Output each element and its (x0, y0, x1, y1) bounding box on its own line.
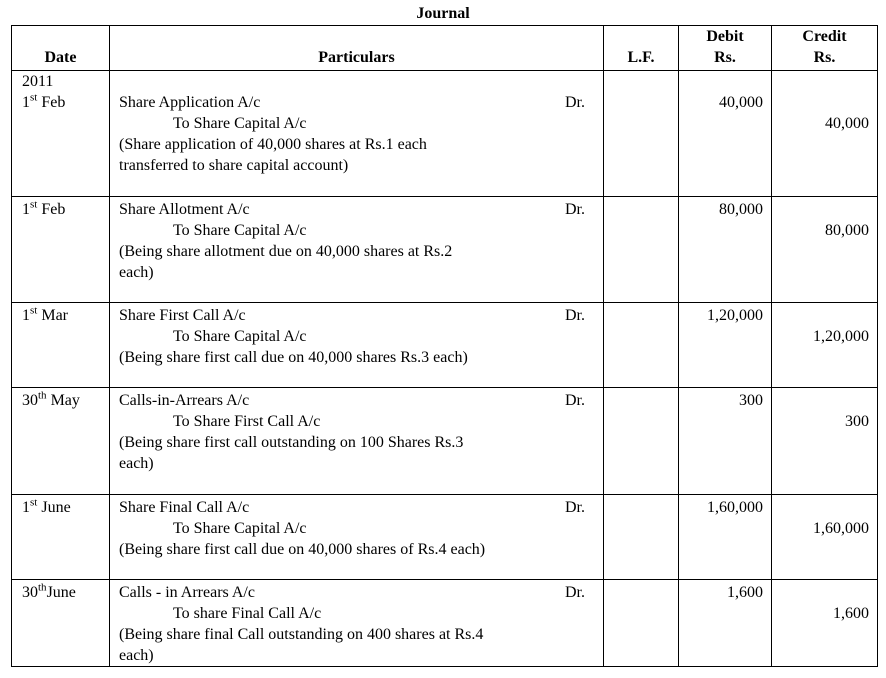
credit-amount: 1,60,000 (772, 495, 878, 580)
date-cell (12, 580, 110, 667)
particulars-header: Particulars (110, 26, 604, 71)
dr-label: Dr. (565, 307, 585, 324)
credit-account: To Share Capital A/c (173, 222, 307, 239)
debit-header (679, 26, 772, 71)
journal-entry-row (12, 580, 878, 667)
lf-cell (604, 71, 679, 197)
credit-amount: 1,600 (772, 580, 878, 667)
credit-account: To Share First Call A/c (173, 413, 321, 430)
narration-line-1: (Being share allotment due on 40,000 shares at Rs.2 (119, 243, 453, 260)
entry-date: 30th May (22, 389, 80, 409)
journal-entry-row (12, 71, 878, 197)
debit-amount: 40,000 (679, 71, 772, 197)
dr-label: Dr. (565, 94, 585, 111)
entry-date: 1st Feb (22, 198, 66, 218)
narration-line-1: (Being share first call due on 40,000 shares Rs.3 each) (119, 349, 468, 366)
dr-label: Dr. (565, 201, 585, 218)
narration-line-1: (Being share first call outstanding on 100 Shares Rs.3 (119, 434, 464, 451)
lf-cell (604, 197, 679, 303)
entry-date: 1st Mar (22, 304, 68, 324)
date-cell (12, 197, 110, 303)
debit-account: Share Allotment A/c (119, 201, 250, 218)
debit-amount: 80,000 (679, 197, 772, 303)
entry-date: 1st June (22, 496, 71, 516)
credit-header-label: Credit (802, 28, 847, 45)
date-cell (12, 495, 110, 580)
particulars-cell (110, 303, 604, 388)
narration-line-1: (Being share final Call outstanding on 400 shares at Rs.4 (119, 626, 484, 643)
debit-header-unit: Rs. (714, 49, 736, 66)
particulars-cell (110, 580, 604, 667)
journal-entry-row (12, 197, 878, 303)
entry-date: 1st Feb (22, 91, 66, 111)
journal-entry-row (12, 303, 878, 388)
debit-account: Share First Call A/c (119, 307, 246, 324)
particulars-cell (110, 71, 604, 197)
debit-amount: 300 (679, 388, 772, 495)
narration-line-1: (Being share first call due on 40,000 shares of Rs.4 each) (119, 541, 486, 558)
credit-account: To share Final Call A/c (173, 605, 322, 622)
debit-amount: 1,20,000 (679, 303, 772, 388)
narration-line-2: transferred to share capital account) (119, 157, 349, 174)
date-cell (12, 303, 110, 388)
lf-cell (604, 580, 679, 667)
credit-amount: 300 (772, 388, 878, 495)
particulars-cell (110, 495, 604, 580)
debit-account: Calls-in-Arrears A/c (119, 392, 250, 409)
lf-cell (604, 388, 679, 495)
credit-header (772, 26, 878, 71)
particulars-cell (110, 197, 604, 303)
credit-amount: 80,000 (772, 197, 878, 303)
lf-cell (604, 303, 679, 388)
credit-amount: 40,000 (772, 71, 878, 197)
journal-entry-row (12, 495, 878, 580)
dr-label: Dr. (565, 499, 585, 516)
credit-amount: 1,20,000 (772, 303, 878, 388)
debit-account: Share Application A/c (119, 94, 261, 111)
narration-line-2: each) (119, 455, 154, 472)
year-label: 2011 (22, 73, 54, 90)
debit-amount: 1,60,000 (679, 495, 772, 580)
narration-line-1: (Share application of 40,000 shares at Rs.1 each (119, 136, 427, 153)
debit-header-label: Debit (706, 28, 744, 45)
debit-account: Share Final Call A/c (119, 499, 250, 516)
credit-header-unit: Rs. (813, 49, 836, 66)
credit-account: To Share Capital A/c (173, 115, 307, 132)
journal-entry-row (12, 388, 878, 495)
narration-line-2: each) (119, 647, 154, 664)
date-cell (12, 388, 110, 495)
narration-line-2: each) (119, 264, 154, 281)
debit-amount: 1,600 (679, 580, 772, 667)
entry-date: 30thJune (22, 581, 76, 601)
dr-label: Dr. (565, 392, 585, 409)
journal-title: Journal (416, 5, 470, 22)
journal-table (11, 25, 878, 667)
credit-account: To Share Capital A/c (173, 520, 307, 537)
debit-account: Calls - in Arrears A/c (119, 584, 255, 601)
date-cell (12, 71, 110, 197)
lf-cell (604, 495, 679, 580)
credit-account: To Share Capital A/c (173, 328, 307, 345)
lf-header: L.F. (604, 26, 679, 71)
date-header: Date (12, 26, 110, 71)
header-row (12, 26, 878, 71)
particulars-cell (110, 388, 604, 495)
dr-label: Dr. (565, 584, 585, 601)
